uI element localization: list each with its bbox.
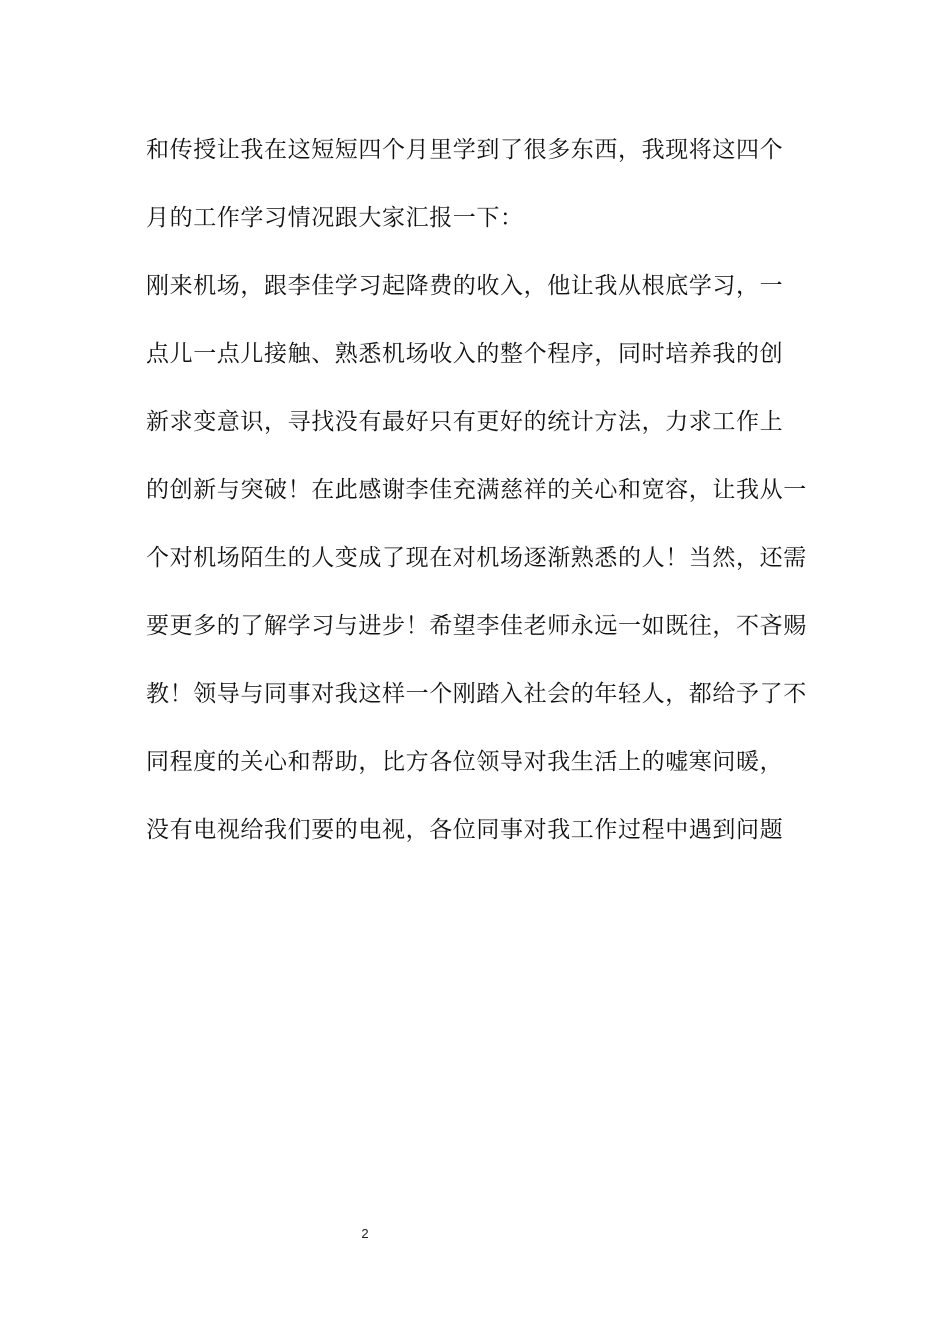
text-line: 同程度的关心和帮助，比方各位领导对我生活上的嘘寒问暖，	[146, 749, 784, 775]
text-line: 的创新与突破！在此感谢李佳充满慈祥的关心和宽容，让我从一	[146, 477, 807, 503]
text-line: 月的工作学习情况跟大家汇报一下：	[146, 205, 524, 231]
text-line: 刚来机场，跟李佳学习起降费的收入，他让我从根底学习，一	[146, 273, 784, 299]
page-number: 2	[361, 1226, 369, 1241]
text-line: 和传授让我在这短短四个月里学到了很多东西，我现将这四个	[146, 137, 784, 163]
text-line: 教！领导与同事对我这样一个刚踏入社会的年轻人，都给予了不	[146, 681, 807, 707]
text-line: 没有电视给我们要的电视，各位同事对我工作过程中遇到问题	[146, 817, 784, 843]
text-line: 点儿一点儿接触、熟悉机场收入的整个程序，同时培养我的创	[146, 341, 784, 367]
text-line: 新求变意识，寻找没有最好只有更好的统计方法，力求工作上	[146, 409, 784, 435]
text-line: 个对机场陌生的人变成了现在对机场逐渐熟悉的人！当然，还需	[146, 545, 807, 571]
text-line: 要更多的了解学习与进步！希望李佳老师永远一如既往，不吝赐	[146, 613, 807, 639]
body-text	[146, 130, 816, 878]
